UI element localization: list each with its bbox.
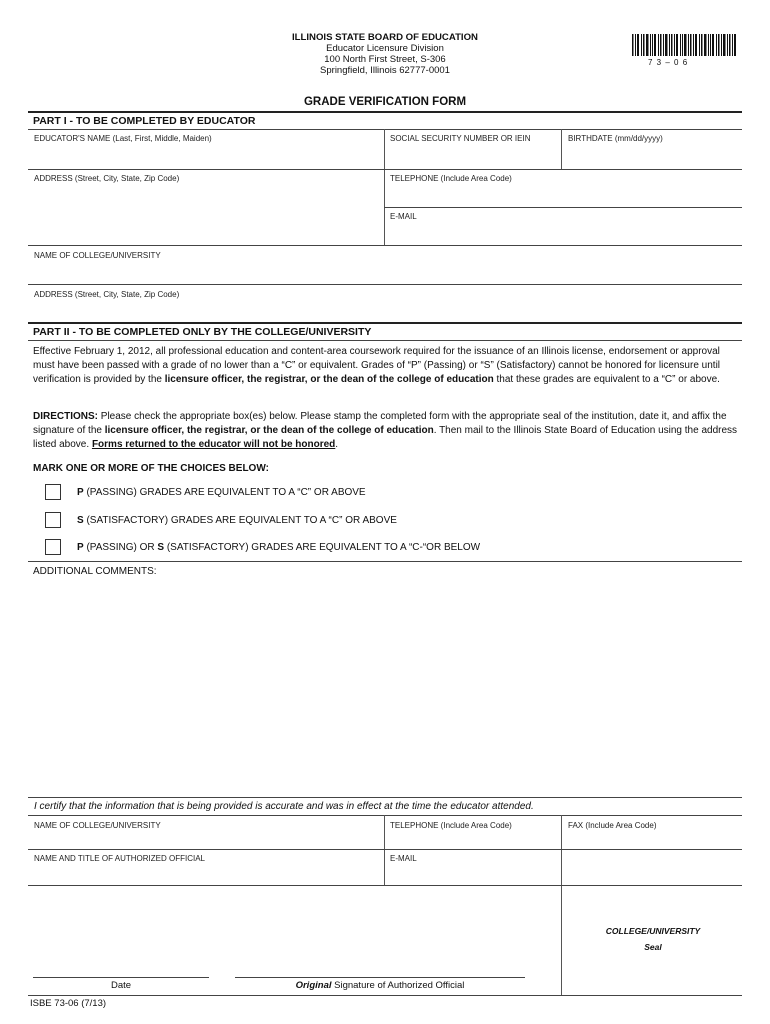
cert-email-field[interactable] [385,864,561,884]
directions-paragraph [33,410,738,452]
divider [28,169,742,170]
divider [28,340,742,341]
divider [28,815,742,816]
fax-label: FAX (Include Area Code) [568,821,657,830]
signature-text: Signature of Authorized Official [331,980,465,991]
official-field[interactable] [28,864,383,884]
divider [28,561,742,562]
date-field[interactable] [33,950,209,976]
agency-address-line2: Springfield, Illinois 62777-0001 [320,65,450,76]
choice-letter: S [77,515,84,526]
below-c-checkbox[interactable] [45,539,61,555]
cert-college-field[interactable] [28,831,383,847]
policy-text: Effective February 1, 2012, all professional education and content-area coursework required for the issuance of an Illinois license, endorsement or approval must have been passed with a grade of no lower than a “C” or equivalent. Grades of “P” (Passing) or “S” (Satisfactory) cannot be honored for licensure until verification is provided by the [33,346,721,385]
cert-email-label: E-MAIL [390,854,417,863]
passing-checkbox[interactable] [45,484,61,500]
divider [561,815,562,995]
part1-heading: PART I - TO BE COMPLETED BY EDUCATOR [33,115,256,127]
policy-paragraph [33,345,738,387]
divider [28,849,742,850]
birthdate-field[interactable] [563,144,741,168]
college-field[interactable] [28,261,742,283]
college-address-field[interactable] [28,300,742,322]
agency-address-line1: 100 North First Street, S-306 [324,54,446,65]
college-address-label: ADDRESS (Street, City, State, Zip Code) [34,290,180,299]
part2-heading: PART II - TO BE COMPLETED ONLY BY THE COLLEGE/UNIVERSITY [33,326,372,338]
ssn-label: SOCIAL SECURITY NUMBER OR IEIN [390,134,531,143]
divider [28,284,742,285]
choice-text: (PASSING) OR [83,542,158,553]
educator-address-label: ADDRESS (Street, City, State, Zip Code) [34,174,180,183]
divider [28,245,742,246]
date-line [33,977,209,978]
directions-mail-text: . Then mail to the Illinois State Board of Education using the address listed above. [33,425,738,450]
educator-name-label: EDUCATOR'S NAME (Last, First, Middle, Maiden) [34,134,212,143]
divider [28,885,742,886]
agency-division: Educator Licensure Division [326,43,444,54]
birthdate-label: BIRTHDATE (mm/dd/yyyy) [568,134,663,143]
telephone-label: TELEPHONE (Include Area Code) [390,174,512,183]
email-label: E-MAIL [390,212,417,221]
form-number: ISBE 73-06 (7/13) [30,998,107,1009]
choice-letter: P [77,542,84,553]
cert-college-label: NAME OF COLLEGE/UNIVERSITY [34,821,161,830]
telephone-field[interactable] [385,184,741,206]
seal-area[interactable] [563,890,741,994]
choice-letter: S [157,542,165,553]
fax-field[interactable] [563,831,741,847]
directions-warning: Forms returned to the educator will not be honored [91,439,336,450]
signature-field[interactable] [235,950,525,976]
agency-name: ILLINOIS STATE BOARD OF EDUCATION [291,32,478,43]
passing-choice-label [77,487,366,498]
policy-officials: licensure officer, the registrar, or the dean of the college of education [164,374,494,385]
comments-label: ADDITIONAL COMMENTS: [33,566,157,577]
educator-address-field[interactable] [28,184,383,244]
divider [384,207,742,208]
satisfactory-checkbox[interactable] [45,512,61,528]
choice-text: (PASSING) GRADES ARE EQUIVALENT TO A “C” OR ABOVE [83,487,366,498]
seal-subtitle: Seal [644,942,662,952]
signature-line [235,977,525,978]
divider [28,111,742,113]
signature-original: Original [295,980,332,991]
choice-text: (SATISFACTORY) GRADES ARE EQUIVALENT TO A “C” OR ABOVE [83,515,397,526]
divider [28,797,742,798]
official-label: NAME AND TITLE OF AUTHORIZED OFFICIAL [34,854,205,863]
seal-title: COLLEGE/UNIVERSITY [605,926,701,936]
divider [28,995,742,996]
college-label: NAME OF COLLEGE/UNIVERSITY [34,251,161,260]
divider [561,129,562,169]
directions-label: DIRECTIONS: [33,411,98,422]
barcode-icon [632,34,736,56]
directions-officials: licensure officer, the registrar, or the dean of the college of education [104,425,434,436]
choice-text: (SATISFACTORY) GRADES ARE EQUIVALENT TO A “C-“OR BELOW [164,542,481,553]
directions-text: Please check the appropriate box(es) below. Please stamp the completed form with the appropriate seal of the institution, date it, and affix the signature of the [33,411,727,436]
mark-choices-heading: MARK ONE OR MORE OF THE CHOICES BELOW: [33,463,269,474]
form-title: GRADE VERIFICATION FORM [303,96,467,108]
below-c-choice-label [77,542,480,553]
date-label: Date [110,980,132,991]
form-code: 7 3 – 0 6 [648,58,689,67]
directions-end: . [335,439,339,450]
choice-letter: P [77,487,84,498]
signature-label [235,980,525,991]
policy-text-end: that these grades are equivalent to a “C” or above. [493,374,720,385]
educator-name-field[interactable] [28,144,383,168]
comments-field[interactable] [28,582,742,794]
certification-statement: I certify that the information that is being provided is accurate and was in effect at the time the educator attended. [34,801,534,812]
email-field[interactable] [385,222,741,244]
ssn-field[interactable] [385,144,561,168]
satisfactory-choice-label [77,515,397,526]
cert-telephone-field[interactable] [385,831,561,847]
divider [28,129,742,130]
cert-telephone-label: TELEPHONE (Include Area Code) [390,821,512,830]
divider [28,322,742,324]
